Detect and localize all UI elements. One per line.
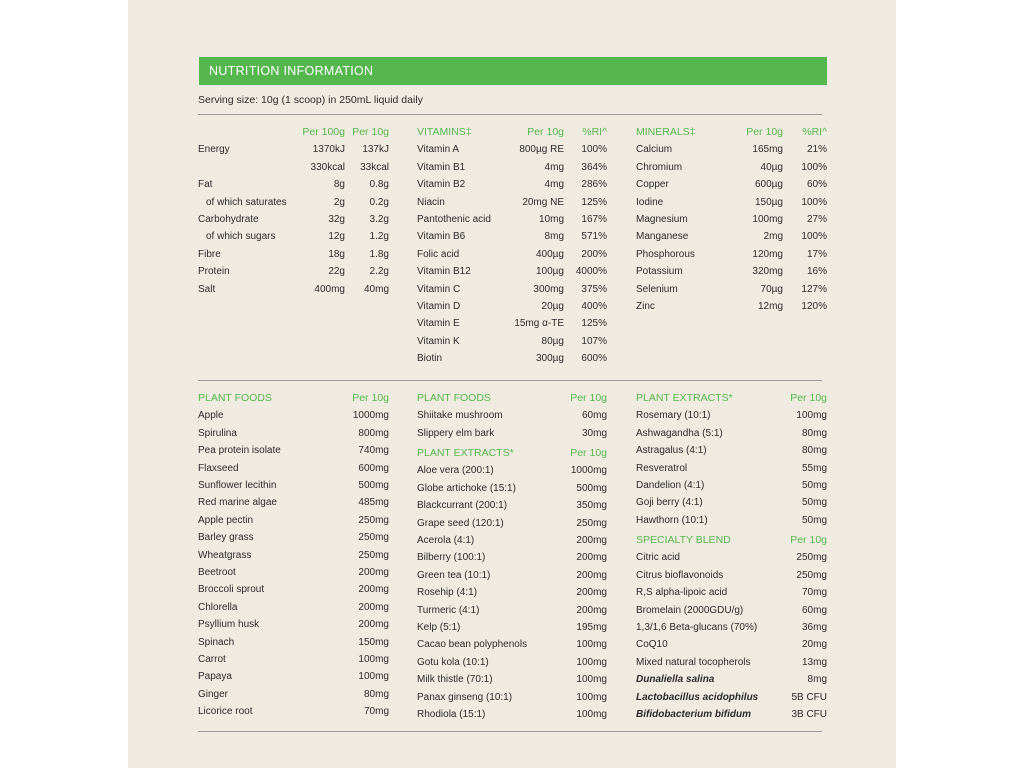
nutrient-name: Zinc bbox=[636, 301, 655, 312]
value-per10g: 20mg NE bbox=[522, 196, 564, 208]
ingredient-amount: 55mg bbox=[801, 462, 827, 474]
nutrient-name: Vitamin A bbox=[417, 144, 460, 156]
value-per10g: 20µg bbox=[541, 301, 564, 312]
nutrient-name: Vitamin B1 bbox=[417, 161, 466, 173]
value-ri: 100% bbox=[801, 196, 827, 208]
table-row bbox=[0, 549, 1024, 566]
nutrient-name: Magnesium bbox=[636, 214, 688, 225]
nutrient-name: Selenium bbox=[636, 283, 678, 295]
ingredient-name: Bifidobacterium bifidum bbox=[636, 709, 751, 720]
table-row bbox=[0, 602, 1024, 619]
nutrient-name: Potassium bbox=[636, 266, 683, 278]
ingredient-name: 1,3/1,6 Beta-glucans (70%) bbox=[636, 622, 758, 633]
nutrient-name: Protein bbox=[198, 266, 230, 278]
table-row bbox=[0, 706, 1024, 723]
col-header-per10g: Per 10g bbox=[352, 392, 389, 404]
ingredient-amount: 1000mg bbox=[570, 465, 607, 477]
col-header-per10g: Per 10g bbox=[570, 447, 607, 459]
nutrient-name: Copper bbox=[636, 179, 669, 191]
ingredient-amount: 500mg bbox=[358, 480, 389, 491]
ingredient-amount: 8mg bbox=[807, 674, 827, 686]
table-row bbox=[0, 194, 1024, 211]
value-per10g: 600µg bbox=[754, 179, 783, 191]
divider-bottom bbox=[198, 731, 822, 732]
value-per100g: 12g bbox=[328, 231, 345, 243]
table-row bbox=[0, 636, 1024, 653]
nutrient-name: of which sugars bbox=[206, 231, 276, 243]
ingredient-amount: 150mg bbox=[358, 636, 389, 648]
ingredient-name: CoQ10 bbox=[636, 639, 668, 651]
value-ri: 100% bbox=[581, 144, 607, 156]
ingredient-amount: 195mg bbox=[576, 622, 607, 633]
table-row bbox=[0, 211, 1024, 228]
nutrient-name: Chromium bbox=[636, 161, 683, 173]
ingredient-amount: 740mg bbox=[358, 445, 389, 457]
nutrient-name: Fat bbox=[198, 179, 213, 191]
ingredient-amount: 100mg bbox=[576, 674, 607, 686]
specialty_blend-title: SPECIALTY BLEND bbox=[636, 534, 731, 546]
value-ri: 60% bbox=[806, 179, 827, 191]
ingredient-amount: 20mg bbox=[801, 639, 827, 651]
table-row bbox=[0, 689, 1024, 706]
value-per10g: 15mg α-TE bbox=[514, 318, 564, 330]
value-per10g: 4mg bbox=[544, 179, 564, 191]
ingredient-name: R,S alpha-lipoic acid bbox=[636, 587, 728, 599]
value-per10g: 1.8g bbox=[369, 248, 389, 260]
value-per10g: 40µg bbox=[760, 161, 783, 173]
value-ri: 571% bbox=[581, 231, 607, 243]
value-per10g: 120mg bbox=[752, 248, 783, 260]
nutrient-name: Salt bbox=[198, 283, 216, 295]
ingredient-amount: 3B CFU bbox=[791, 709, 827, 720]
ingredient-name: Hawthorn (10:1) bbox=[636, 514, 708, 526]
table-row bbox=[0, 512, 1024, 529]
ingredient-amount: 350mg bbox=[576, 500, 607, 512]
value-ri: 200% bbox=[581, 248, 607, 260]
ingredient-amount: 200mg bbox=[358, 619, 389, 631]
table-row bbox=[0, 333, 1024, 350]
nutrient-name: Vitamin B6 bbox=[417, 231, 466, 243]
value-per10g: 33kcal bbox=[360, 161, 389, 173]
ingredient-amount: 250mg bbox=[358, 549, 389, 561]
value-per100g: 8g bbox=[333, 179, 345, 191]
table-row bbox=[0, 494, 1024, 511]
plant_foods_2-title: PLANT FOODS bbox=[417, 392, 491, 404]
table-row bbox=[0, 619, 1024, 636]
nutrient-name: Folic acid bbox=[417, 248, 460, 260]
table-row bbox=[0, 671, 1024, 688]
value-per100g: 2g bbox=[333, 196, 345, 208]
ingredient-name: Wheatgrass bbox=[198, 549, 252, 561]
ingredient-amount: 1000mg bbox=[352, 410, 389, 422]
value-ri: 107% bbox=[581, 335, 607, 347]
value-per10g: 3.2g bbox=[369, 214, 389, 225]
col-header-per100g: Per 100g bbox=[302, 126, 345, 138]
ingredient-name: Apple bbox=[198, 410, 224, 422]
nutrient-name: Energy bbox=[198, 144, 230, 156]
ingredient-amount: 200mg bbox=[576, 535, 607, 546]
ingredient-amount: 200mg bbox=[358, 601, 389, 613]
ingredient-name: Astragalus (4:1) bbox=[636, 445, 707, 457]
col-header-ri: %RI^ bbox=[802, 126, 827, 138]
ingredient-name: Resveratrol bbox=[636, 462, 688, 474]
table-row bbox=[0, 176, 1024, 193]
value-per10g: 4mg bbox=[544, 161, 564, 173]
value-per10g: 800µg RE bbox=[519, 144, 564, 156]
value-per10g: 300mg bbox=[533, 283, 564, 295]
value-ri: 100% bbox=[801, 231, 827, 243]
ingredient-name: Turmeric (4:1) bbox=[417, 604, 480, 616]
ingredient-amount: 50mg bbox=[801, 480, 827, 491]
ingredient-name: Rhodiola (15:1) bbox=[417, 709, 486, 720]
col-header-per10g: Per 10g bbox=[352, 126, 389, 138]
ingredient-amount: 200mg bbox=[576, 552, 607, 564]
plant_extracts_2-header-row bbox=[0, 390, 1024, 407]
ingredient-name: Blackcurrant (200:1) bbox=[417, 500, 508, 512]
table-row bbox=[0, 407, 1024, 424]
ingredient-amount: 30mg bbox=[581, 427, 607, 439]
nutrient-name: Manganese bbox=[636, 231, 689, 243]
nutrient-name: of which saturates bbox=[206, 196, 287, 208]
col-header-ri: %RI^ bbox=[582, 126, 607, 138]
value-per10g: 10mg bbox=[538, 214, 564, 225]
divider-top bbox=[198, 114, 822, 115]
nutrient-name: Vitamin B2 bbox=[417, 179, 466, 191]
value-ri: 16% bbox=[806, 266, 827, 278]
value-per10g: 150µg bbox=[754, 196, 783, 208]
value-per10g: 70µg bbox=[760, 283, 783, 295]
ingredient-name: Chlorella bbox=[198, 601, 238, 613]
divider-middle bbox=[198, 380, 822, 381]
value-ri: 167% bbox=[581, 214, 607, 225]
value-ri: 286% bbox=[581, 179, 607, 191]
ingredient-amount: 50mg bbox=[801, 497, 827, 509]
ingredient-name: Dunaliella salina bbox=[636, 674, 715, 686]
ingredient-amount: 60mg bbox=[581, 410, 607, 422]
ingredient-name: Pea protein isolate bbox=[198, 445, 281, 457]
nutrient-name: Phosphorous bbox=[636, 248, 695, 260]
ingredient-amount: 250mg bbox=[358, 514, 389, 526]
ingredient-name: Bilberry (100:1) bbox=[417, 552, 486, 564]
value-per100g: 400mg bbox=[314, 283, 345, 295]
ingredient-amount: 200mg bbox=[576, 569, 607, 581]
ingredient-name: Cacao bean polyphenols bbox=[417, 639, 528, 651]
ingredient-name: Aloe vera (200:1) bbox=[417, 465, 494, 477]
ingredient-amount: 100mg bbox=[796, 410, 827, 422]
ingredient-name: Sunflower lecithin bbox=[198, 480, 277, 491]
value-ri: 17% bbox=[806, 248, 827, 260]
ingredient-amount: 70mg bbox=[363, 706, 389, 718]
table-row bbox=[0, 228, 1024, 245]
specialty_blend-header-row bbox=[0, 532, 1024, 549]
ingredient-name: Mixed natural tocopherols bbox=[636, 656, 751, 668]
nutrient-name: Fibre bbox=[198, 248, 221, 260]
ingredient-name: Panax ginseng (10:1) bbox=[417, 691, 513, 703]
ingredient-name: Green tea (10:1) bbox=[417, 569, 491, 581]
value-per10g: 165mg bbox=[752, 144, 783, 156]
table-row bbox=[0, 141, 1024, 158]
value-ri: 400% bbox=[581, 301, 607, 312]
ingredient-name: Broccoli sprout bbox=[198, 584, 265, 596]
plant_extracts_1-title: PLANT EXTRACTS* bbox=[417, 447, 514, 459]
table-row bbox=[0, 298, 1024, 315]
nutrient-name: Vitamin E bbox=[417, 318, 460, 330]
ingredient-amount: 36mg bbox=[801, 622, 827, 633]
value-per10g: 100µg bbox=[535, 266, 564, 278]
value-ri: 27% bbox=[806, 214, 827, 225]
value-ri: 4000% bbox=[575, 266, 607, 278]
value-per10g: 300µg bbox=[535, 353, 564, 365]
value-per100g: 32g bbox=[328, 214, 345, 225]
ingredient-amount: 13mg bbox=[801, 656, 827, 668]
nutrient-name: Vitamin C bbox=[417, 283, 461, 295]
value-per10g: 2.2g bbox=[369, 266, 389, 278]
ingredient-amount: 200mg bbox=[358, 567, 389, 578]
ingredient-name: Shiitake mushroom bbox=[417, 410, 503, 422]
ingredient-name: Milk thistle (70:1) bbox=[417, 674, 493, 686]
ingredient-amount: 200mg bbox=[576, 604, 607, 616]
ingredient-amount: 100mg bbox=[576, 639, 607, 651]
ingredient-amount: 80mg bbox=[801, 445, 827, 457]
ingredient-amount: 5B CFU bbox=[791, 691, 827, 703]
ingredient-name: Gotu kola (10:1) bbox=[417, 656, 489, 668]
table-row bbox=[0, 315, 1024, 332]
ingredient-amount: 100mg bbox=[358, 671, 389, 683]
ingredient-amount: 800mg bbox=[358, 427, 389, 439]
page-title: NUTRITION INFORMATION bbox=[199, 57, 827, 85]
value-per10g: 80µg bbox=[541, 335, 564, 347]
value-ri: 364% bbox=[581, 161, 607, 173]
col-header-per10g: Per 10g bbox=[790, 534, 827, 546]
value-per100g: 1370kJ bbox=[312, 144, 345, 156]
plant_foods_1-title: PLANT FOODS bbox=[198, 392, 272, 404]
ingredient-name: Globe artichoke (15:1) bbox=[417, 482, 516, 494]
value-per100g: 18g bbox=[328, 248, 345, 260]
ingredient-name: Apple pectin bbox=[198, 514, 254, 526]
value-per10g: 40mg bbox=[363, 283, 389, 295]
nutrient-name: Carbohydrate bbox=[198, 214, 259, 225]
ingredient-amount: 100mg bbox=[576, 709, 607, 720]
ingredient-name: Licorice root bbox=[198, 706, 253, 718]
table-row bbox=[0, 159, 1024, 176]
value-ri: 125% bbox=[581, 318, 607, 330]
ingredient-amount: 500mg bbox=[576, 482, 607, 494]
ingredient-amount: 200mg bbox=[576, 587, 607, 599]
value-per100g: 330kcal bbox=[310, 161, 345, 173]
ingredient-name: Flaxseed bbox=[198, 462, 239, 474]
table-row bbox=[0, 350, 1024, 367]
ingredient-name: Barley grass bbox=[198, 532, 254, 544]
ingredient-amount: 600mg bbox=[358, 462, 389, 474]
table-row bbox=[0, 281, 1024, 298]
ingredient-name: Red marine algae bbox=[198, 497, 277, 509]
table-row bbox=[0, 425, 1024, 442]
ingredient-amount: 200mg bbox=[358, 584, 389, 596]
table-row bbox=[0, 654, 1024, 671]
value-ri: 125% bbox=[581, 196, 607, 208]
table-row bbox=[0, 584, 1024, 601]
nutrient-name: Pantothenic acid bbox=[417, 214, 491, 225]
ingredient-amount: 60mg bbox=[801, 604, 827, 616]
ingredient-name: Lactobacillus acidophilus bbox=[636, 691, 759, 703]
ingredient-name: Slippery elm bark bbox=[417, 427, 495, 439]
ingredient-amount: 80mg bbox=[363, 688, 389, 700]
ingredient-name: Carrot bbox=[198, 654, 226, 665]
table-row bbox=[0, 460, 1024, 477]
ingredient-name: Spirulina bbox=[198, 427, 237, 439]
value-ri: 127% bbox=[801, 283, 827, 295]
vitamins-title: VITAMINS‡ bbox=[417, 126, 472, 138]
ingredient-name: Kelp (5:1) bbox=[417, 622, 461, 633]
value-per100g: 22g bbox=[328, 266, 345, 278]
ingredient-amount: 250mg bbox=[796, 569, 827, 581]
ingredient-name: Spinach bbox=[198, 636, 235, 648]
value-ri: 375% bbox=[581, 283, 607, 295]
table-row bbox=[0, 442, 1024, 459]
nutrient-name: Vitamin K bbox=[417, 335, 460, 347]
ingredient-amount: 250mg bbox=[796, 552, 827, 564]
plant_extracts_2-title: PLANT EXTRACTS* bbox=[636, 392, 733, 404]
ingredient-name: Rosemary (10:1) bbox=[636, 410, 711, 422]
table-row bbox=[0, 263, 1024, 280]
value-per10g: 12mg bbox=[757, 301, 783, 312]
nutrient-name: Niacin bbox=[417, 196, 445, 208]
ingredient-name: Beetroot bbox=[198, 567, 236, 578]
ingredient-name: Rosehip (4:1) bbox=[417, 587, 478, 599]
value-ri: 100% bbox=[801, 161, 827, 173]
ingredient-amount: 100mg bbox=[576, 656, 607, 668]
value-per10g: 1.2g bbox=[369, 231, 389, 243]
value-per10g: 8mg bbox=[544, 231, 564, 243]
value-per10g: 2mg bbox=[763, 231, 783, 243]
col-header-per10g: Per 10g bbox=[790, 392, 827, 404]
col-header-per10g: Per 10g bbox=[527, 126, 564, 138]
value-per10g: 100mg bbox=[752, 214, 783, 225]
nutrient-name: Iodine bbox=[636, 196, 664, 208]
ingredient-name: Bromelain (2000GDU/g) bbox=[636, 604, 744, 616]
ingredient-amount: 70mg bbox=[801, 587, 827, 599]
value-ri: 21% bbox=[806, 144, 827, 156]
ingredient-amount: 50mg bbox=[801, 514, 827, 526]
minerals-header-row bbox=[0, 124, 1024, 141]
ingredient-amount: 80mg bbox=[801, 427, 827, 439]
nutrient-name: Biotin bbox=[417, 353, 443, 365]
ingredient-amount: 485mg bbox=[358, 497, 389, 509]
nutrient-name: Calcium bbox=[636, 144, 673, 156]
ingredient-name: Ashwagandha (5:1) bbox=[636, 427, 723, 439]
value-per10g: 137kJ bbox=[362, 144, 389, 156]
col-header-per10g: Per 10g bbox=[746, 126, 783, 138]
ingredient-amount: 250mg bbox=[576, 517, 607, 529]
ingredient-name: Goji berry (4:1) bbox=[636, 497, 703, 509]
table-row bbox=[0, 477, 1024, 494]
nutrient-name: Vitamin D bbox=[417, 301, 461, 312]
value-ri: 600% bbox=[581, 353, 607, 365]
ingredient-amount: 100mg bbox=[358, 654, 389, 665]
value-per10g: 0.2g bbox=[369, 196, 389, 208]
ingredient-amount: 250mg bbox=[358, 532, 389, 544]
ingredient-name: Ginger bbox=[198, 688, 229, 700]
ingredient-name: Psyllium husk bbox=[198, 619, 260, 631]
ingredient-name: Citrus bioflavonoids bbox=[636, 569, 724, 581]
nutrient-name: Vitamin B12 bbox=[417, 266, 471, 278]
value-per10g: 0.8g bbox=[369, 179, 389, 191]
table-row bbox=[0, 567, 1024, 584]
ingredient-name: Citric acid bbox=[636, 552, 680, 564]
ingredient-name: Papaya bbox=[198, 671, 232, 683]
col-header-per10g: Per 10g bbox=[570, 392, 607, 404]
serving-size: Serving size: 10g (1 scoop) in 250mL liquid daily bbox=[198, 94, 423, 106]
ingredient-amount: 100mg bbox=[576, 691, 607, 703]
ingredient-name: Dandelion (4:1) bbox=[636, 480, 705, 491]
ingredient-name: Grape seed (120:1) bbox=[417, 517, 504, 529]
table-row bbox=[0, 246, 1024, 263]
value-per10g: 320mg bbox=[752, 266, 783, 278]
minerals-title: MINERALS‡ bbox=[636, 126, 696, 138]
ingredient-name: Acerola (4:1) bbox=[417, 535, 475, 546]
value-per10g: 400µg bbox=[535, 248, 564, 260]
value-ri: 120% bbox=[801, 301, 827, 312]
